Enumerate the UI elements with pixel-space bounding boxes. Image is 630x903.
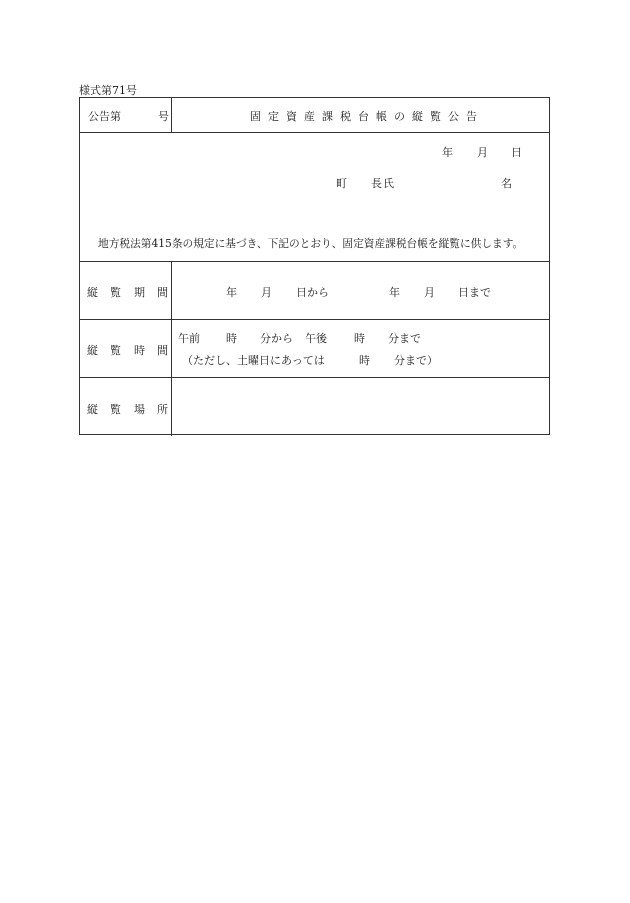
inspection-hours-value-cell xyxy=(172,320,549,377)
saturday-hours-minute: 分まで） xyxy=(394,354,438,367)
inspection-period-label-char: 縦 xyxy=(87,286,98,299)
period-end-month: 月 xyxy=(424,286,435,299)
inspection-period-label-cell xyxy=(80,262,172,319)
saturday-hours-prefix: （ただし、土曜日にあっては xyxy=(182,354,325,367)
notice-title-char: 覧 xyxy=(430,110,441,123)
inspection-hours-label-char: 縦 xyxy=(87,344,98,357)
hours-pm-label: 午後 xyxy=(305,332,327,345)
inspection-period-label-char: 期 xyxy=(134,286,145,299)
hours-am-minute: 分から xyxy=(260,332,293,345)
inspection-place-row xyxy=(80,378,549,436)
inspection-place-label-cell xyxy=(80,378,172,436)
inspection-place-label-char: 所 xyxy=(157,403,168,416)
date-year-label: 年 xyxy=(442,146,453,159)
notice-title-char: の xyxy=(394,110,405,123)
signer-name-label: 名 xyxy=(501,177,512,190)
inspection-place-label-char: 覧 xyxy=(110,403,121,416)
signer-honorific: 氏 xyxy=(383,177,394,190)
inspection-period-value-cell xyxy=(172,262,549,319)
notice-body-row xyxy=(80,133,549,262)
header-row xyxy=(80,98,549,133)
hours-pm-hour: 時 xyxy=(354,332,365,345)
notice-title-char: 税 xyxy=(340,110,351,123)
hours-pm-minute: 分まで xyxy=(388,332,421,345)
notice-title-char: 産 xyxy=(304,110,315,123)
signer-chief: 長 xyxy=(371,177,382,190)
signer-town: 町 xyxy=(336,177,347,190)
notice-title-cell xyxy=(172,98,549,132)
period-end-day: 日まで xyxy=(458,286,491,299)
notice-title-char: 資 xyxy=(286,110,297,123)
inspection-place-label-char: 縦 xyxy=(87,403,98,416)
inspection-hours-label-char: 覧 xyxy=(110,344,121,357)
notice-title-char: 台 xyxy=(358,110,369,123)
notice-number-prefix: 公告第 xyxy=(88,110,121,123)
notice-title-char: 帳 xyxy=(376,110,387,123)
notice-number-suffix: 号 xyxy=(158,110,169,123)
inspection-period-row xyxy=(80,262,549,320)
inspection-hours-row xyxy=(80,320,549,378)
notice-title-char: 課 xyxy=(322,110,333,123)
period-start-year: 年 xyxy=(226,286,237,299)
inspection-period-label-char: 覧 xyxy=(110,286,121,299)
inspection-hours-label-char: 時 xyxy=(134,344,145,357)
notice-body-text: 地方税法第415条の規定に基づき、下記のとおり、固定資産課税台帳を縦覧に供します。 xyxy=(98,237,524,250)
notice-title-char: 固 xyxy=(250,110,261,123)
inspection-place-value-cell xyxy=(172,378,549,436)
inspection-hours-label-char: 間 xyxy=(157,344,168,357)
period-end-year: 年 xyxy=(389,286,400,299)
inspection-period-label-char: 間 xyxy=(157,286,168,299)
hours-am-label: 午前 xyxy=(178,332,200,345)
inspection-place-label-char: 場 xyxy=(134,403,145,416)
notice-title-char: 公 xyxy=(448,110,459,123)
period-start-day: 日から xyxy=(296,286,329,299)
notice-title-char: 縦 xyxy=(412,110,423,123)
form-number: 様式第71号 xyxy=(79,84,137,97)
notice-form-table xyxy=(79,97,550,435)
date-day-label: 日 xyxy=(511,146,522,159)
date-month-label: 月 xyxy=(477,146,488,159)
notice-title-char: 告 xyxy=(466,110,477,123)
inspection-hours-label-cell xyxy=(80,320,172,377)
notice-title-char: 定 xyxy=(268,110,279,123)
notice-number-cell xyxy=(80,98,172,132)
period-start-month: 月 xyxy=(261,286,272,299)
saturday-hours-hour: 時 xyxy=(359,354,370,367)
hours-am-hour: 時 xyxy=(226,332,237,345)
